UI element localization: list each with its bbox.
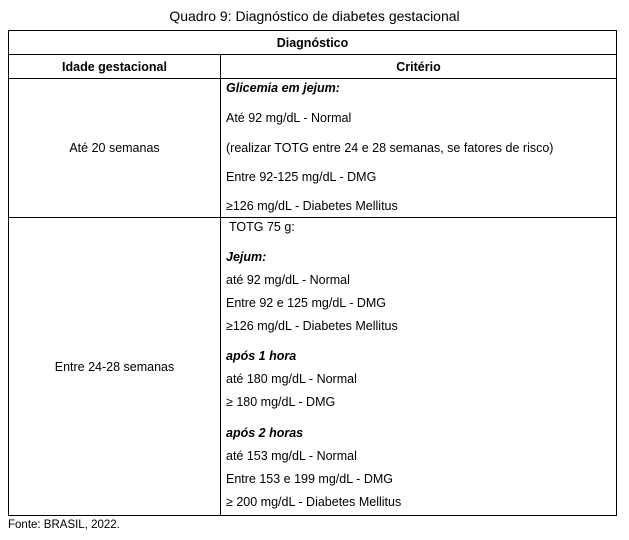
criteria-line: ≥126 mg/dL - Diabetes Mellitus bbox=[226, 199, 398, 213]
criteria-heading: após 2 horas bbox=[226, 426, 304, 440]
criteria-heading: após 1 hora bbox=[226, 349, 297, 363]
table-row bbox=[9, 218, 617, 516]
age-cell: Até 20 semanas bbox=[9, 79, 221, 218]
criteria-cell bbox=[221, 79, 617, 218]
diagnosis-table bbox=[8, 30, 617, 516]
age-cell: Entre 24-28 semanas bbox=[9, 218, 221, 516]
column-header-age: Idade gestacional bbox=[9, 55, 221, 79]
table-title: Quadro 9: Diagnóstico de diabetes gestacional bbox=[169, 8, 460, 24]
table-header: Diagnóstico bbox=[9, 31, 617, 55]
criteria-line: Entre 153 e 199 mg/dL - DMG bbox=[226, 472, 393, 486]
criteria-heading: Jejum: bbox=[226, 250, 267, 264]
criteria-line: ≥ 200 mg/dL - Diabetes Mellitus bbox=[226, 495, 402, 509]
criteria-line: ≥126 mg/dL - Diabetes Mellitus bbox=[226, 319, 398, 333]
criteria-line: ≥ 180 mg/dL - DMG bbox=[226, 395, 336, 409]
criteria-line: até 153 mg/dL - Normal bbox=[226, 449, 357, 463]
column-header-criteria: Critério bbox=[221, 55, 617, 79]
criteria-line: TOTG 75 g: bbox=[229, 220, 295, 234]
criteria-line: (realizar TOTG entre 24 e 28 semanas, se fatores de risco) bbox=[226, 141, 554, 155]
criteria-line: Entre 92 e 125 mg/dL - DMG bbox=[226, 296, 387, 310]
criteria-line: até 180 mg/dL - Normal bbox=[226, 372, 357, 386]
criteria-line: Até 92 mg/dL - Normal bbox=[226, 111, 352, 125]
source-note: Fonte: BRASIL, 2022. bbox=[8, 519, 120, 531]
criteria-heading: Glicemia em jejum: bbox=[226, 81, 340, 95]
criteria-line: Entre 92-125 mg/dL - DMG bbox=[226, 170, 377, 184]
table-row bbox=[9, 79, 617, 218]
criteria-line: até 92 mg/dL - Normal bbox=[226, 273, 350, 287]
criteria-cell bbox=[221, 218, 617, 516]
